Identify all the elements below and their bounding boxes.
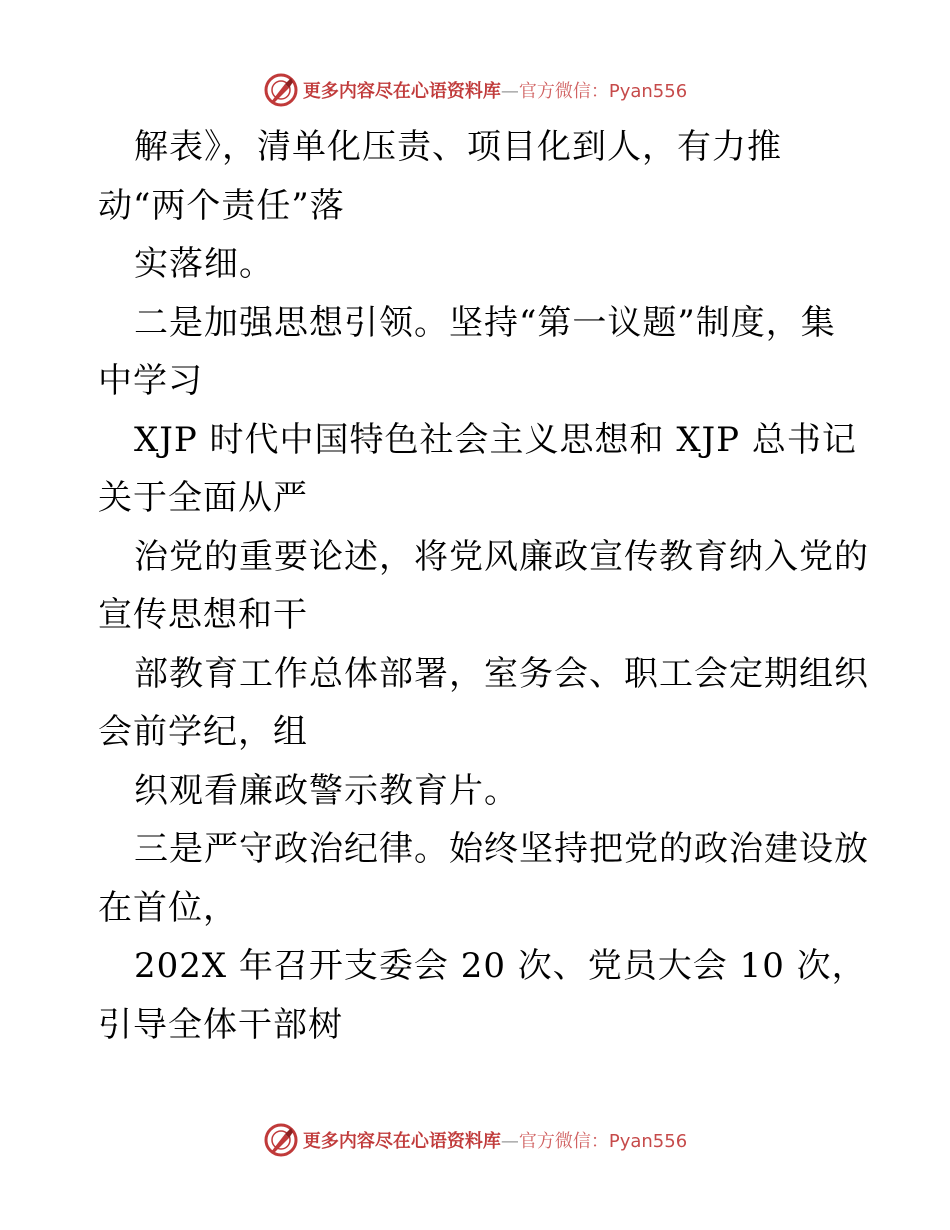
footer-wechat-label: 官方微信： — [518, 1131, 609, 1152]
footer-banner — [0, 1120, 950, 1160]
body-line: 在首位， — [98, 887, 238, 928]
header-banner — [0, 70, 950, 110]
body-line: 202X 年召开支委会 20 次、党员大会 10 次， — [134, 946, 867, 986]
body-line: XJP 时代中国特色社会主义思想和 XJP 总书记 — [134, 419, 857, 460]
header-wechat-id: Pyan556 — [608, 81, 688, 102]
body-line: 织观看廉政警示教育片。 — [134, 770, 519, 811]
body-line: 解表》，清单化压责、项目化到人，有力推 — [134, 127, 782, 167]
body-line: 会前学纪，组 — [98, 712, 308, 752]
footer-text — [303, 1127, 687, 1153]
body-line: 引导全体干部树 — [98, 1004, 343, 1045]
footer-dash: — — [500, 1131, 519, 1152]
footer-text-cn: 更多内容尽在心语资料库 — [302, 1131, 501, 1152]
document-body — [98, 118, 869, 1054]
body-line: 三是严守政治纪律。始终坚持把党的政治建设放 — [134, 829, 869, 869]
body-line: 宣传思想和干 — [98, 595, 308, 635]
body-line: 部教育工作总体部署，室务会、职工会定期组织 — [134, 653, 869, 694]
header-wechat-label: 官方微信： — [518, 81, 609, 102]
body-line: 中学习 — [98, 361, 203, 401]
body-line: 动“两个责任”落 — [98, 185, 345, 226]
header-dash: — — [500, 81, 519, 102]
header-text-cn: 更多内容尽在心语资料库 — [302, 81, 501, 102]
body-line: 关于全面从严 — [98, 478, 308, 518]
body-line: 实落细。 — [134, 244, 274, 284]
pen-nib-logo-icon — [263, 72, 299, 108]
footer-wechat-id: Pyan556 — [608, 1131, 688, 1152]
pen-nib-logo-icon — [263, 1122, 299, 1158]
body-line: 治党的重要论述，将党风廉政宣传教育纳入党的 — [134, 536, 869, 577]
header-text — [303, 77, 687, 103]
body-line: 二是加强思想引领。坚持“第一议题”制度，集 — [134, 302, 836, 343]
